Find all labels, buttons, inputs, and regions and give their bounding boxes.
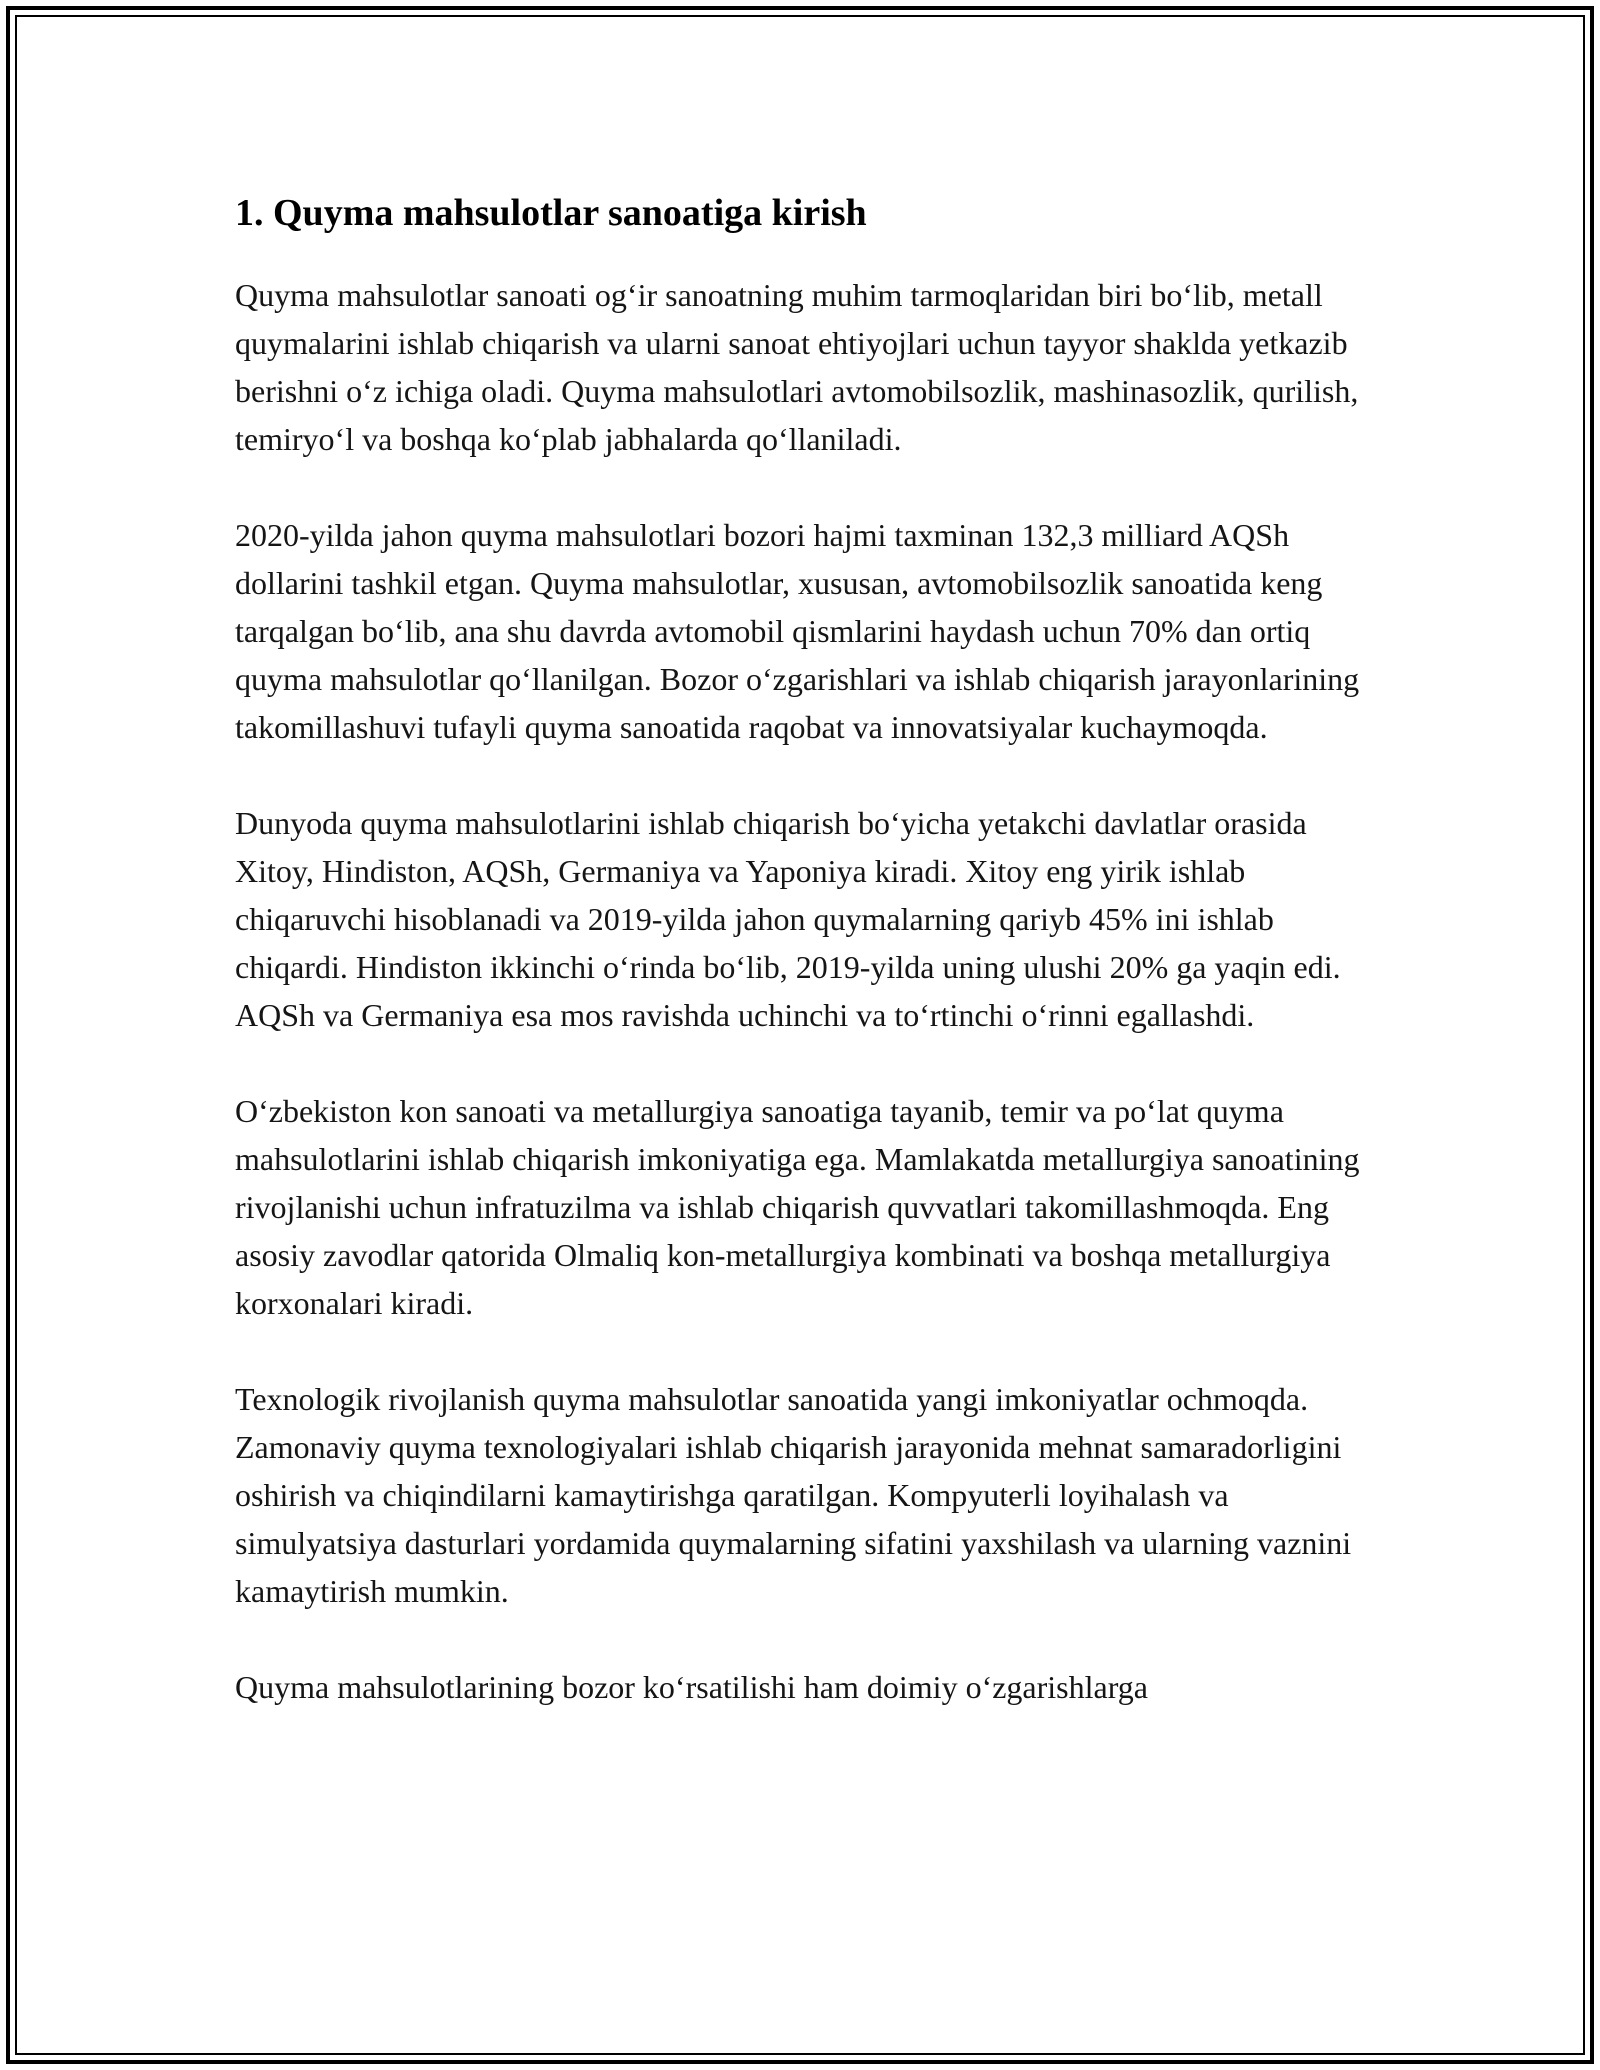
paragraph-leading-countries: Dunyoda quyma mahsulotlarini ishlab chiqarish bo‘yicha yetakchi davlatlar orasida Xitoy, Hindiston, AQSh, Germaniya va Yaponiya kiradi. Xitoy eng yirik ishlab chiqaruvchi hisoblanadi va 2019-yilda jahon quymalarning qariyb 45% ini ishlab chiqardi. Hindiston ikkinchi o‘rinda bo‘lib, 2019-yilda uning ulushi 20% ga yaqin edi. AQSh va Germaniya esa mos ravishda uchinchi va to‘rtinchi o‘rinni egallashdi. bbox=[235, 805, 1341, 1033]
paragraph-technology: Texnologik rivojlanish quyma mahsulotlar sanoatida yangi imkoniyatlar ochmoqda. Zamonaviy quyma texnologiyalari ishlab chiqarish jarayonida mehnat samaradorligini oshirish va chiqindilarni kamaytirishga qaratilgan. Kompyuterli loyihalash va simulyatsiya dasturlari yordamida quymalarning sifatini yaxshilash va ularning vaznini kamaytirish mumkin. bbox=[235, 1381, 1352, 1609]
paragraph-industry-overview: Quyma mahsulotlar sanoati og‘ir sanoatning muhim tarmoqlaridan biri bo‘lib, metall quymalarini ishlab chiqarish va ularni sanoat ehtiyojlari uchun tayyor shaklda yetkazib berishni o‘z ichiga oladi. Quyma mahsulotlari avtomobilsozlik, mashinasozlik, qurilish, temiryo‘l va boshqa ko‘plab jabhalarda qo‘llaniladi. bbox=[235, 277, 1359, 457]
paragraph-market-size: 2020-yilda jahon quyma mahsulotlari bozori hajmi taxminan 132,3 milliard AQSh dollarini tashkil etgan. Quyma mahsulotlar, xususan, avtomobilsozlik sanoatida keng tarqalgan bo‘lib, ana shu davrda avtomobil qismlarini haydash uchun 70% dan ortiq quyma mahsulotlar qo‘llanilgan. Bozor o‘zgarishlari va ishlab chiqarish jarayonlarining takomillashuvi tufayli quyma sanoatida raqobat va innovatsiyalar kuchaymoqda. bbox=[235, 517, 1360, 745]
document-body bbox=[235, 185, 1375, 1759]
paragraph-market-trends: Quyma mahsulotlarining bozor ko‘rsatilishi ham doimiy o‘zgarishlarga bbox=[235, 1669, 1148, 1705]
paragraph-uzbekistan: O‘zbekiston kon sanoati va metallurgiya sanoatiga tayanib, temir va po‘lat quyma mahsulotlarini ishlab chiqarish imkoniyatiga ega. Mamlakatda metallurgiya sanoatining rivojlanishi uchun infratuzilma va ishlab chiqarish quvvatlari takomillashmoqda. Eng asosiy zavodlar qatorida Olmaliq kon-metallurgiya kombinati va boshqa metallurgiya korxonalari kiradi. bbox=[235, 1093, 1360, 1321]
section-heading: 1. Quyma mahsulotlar sanoatiga kirish bbox=[235, 192, 867, 234]
